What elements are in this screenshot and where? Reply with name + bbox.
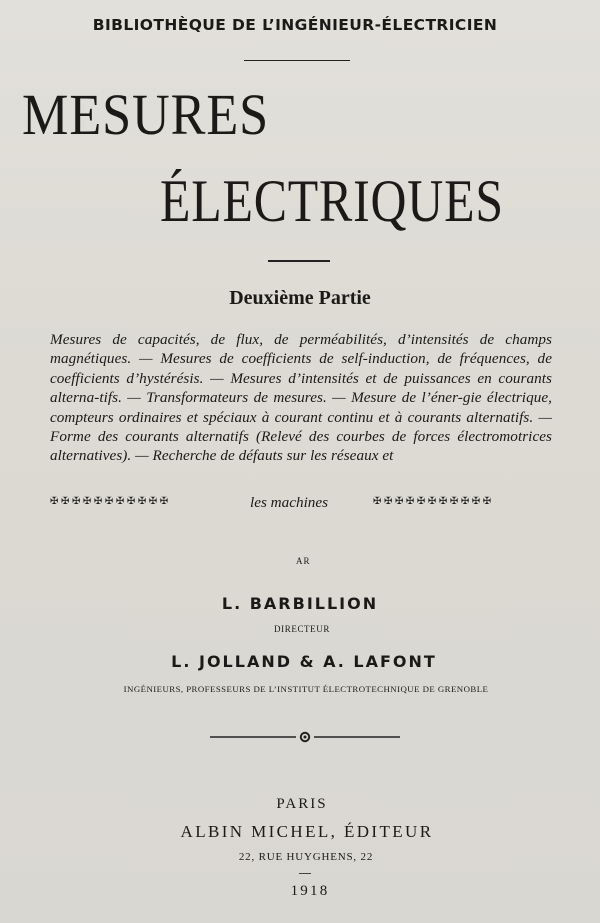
- author-secondary-role: INGÉNIEURS, PROFESSEURS DE L’INSTITUT ÉLECTROTECHNIQUE DE GRENOBLE: [123, 684, 489, 694]
- author-primary: L. BARBILLION: [221, 594, 379, 613]
- book-title-line-2: ÉLECTRIQUES: [160, 168, 504, 234]
- title-rule: [268, 260, 330, 262]
- ornament-row-right: ✠✠✠✠✠✠✠✠✠✠✠: [373, 496, 494, 507]
- publisher-address: 22, RUE HUYGHENS, 22: [238, 851, 374, 863]
- publisher-name: ALBIN MICHEL, ÉDITEUR: [180, 822, 434, 841]
- book-title-line-1: MESURES: [22, 82, 270, 147]
- contents-description: Mesures de capacités, de flux, de perméabilités, d’intensités de champs magnétiques. — Mesures de coefficients de self-induction, de fréquences, de coefficients d’hystérésis. — Mesures d’intensités et de puissances en courants alterna-tifs. — Transformateurs de mesures. — Mesure de l’éner-gie électrique, compteurs ordinaires et spéciaux à courant continu et à courants alternatifs. — Forme des courants alternatifs (Relevé des courbes de forces électromotrices alternatives). — Recherche de défauts sur les réseaux et: [50, 331, 552, 465]
- ornament-row-left: ✠✠✠✠✠✠✠✠✠✠✠: [50, 496, 171, 507]
- publication-city: PARIS: [276, 796, 328, 812]
- year-dash: [299, 873, 311, 874]
- author-secondary: L. JOLLAND & A. LAFONT: [171, 652, 437, 671]
- top-rule: [244, 60, 350, 61]
- ornamental-divider: [210, 730, 400, 744]
- by-label: AR: [296, 556, 311, 566]
- divider-rosette-center: [304, 736, 307, 739]
- description-tail: les machines: [250, 494, 329, 511]
- series-title: BIBLIOTHÈQUE DE L’INGÉNIEUR-ÉLECTRICIEN: [92, 16, 498, 34]
- description-tail-line: [50, 494, 552, 514]
- publication-year: 1918: [290, 883, 330, 899]
- author-primary-role: DIRECTEUR: [274, 624, 330, 634]
- part-heading: Deuxième Partie: [229, 287, 371, 309]
